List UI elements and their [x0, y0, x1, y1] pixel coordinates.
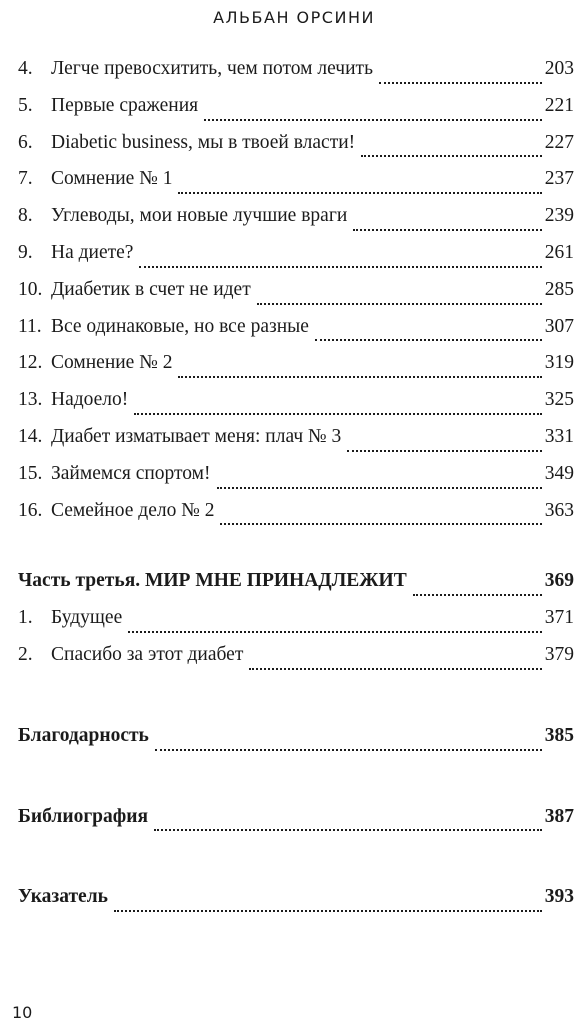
chapter-title: Углеводы, мои новые лучшие враги: [51, 205, 348, 227]
chapter-number: 6.: [18, 131, 33, 153]
chapter-number: 15.: [18, 462, 43, 484]
folio-page-number: 10: [12, 1003, 33, 1022]
chapter-title: Спасибо за этот диабет: [51, 643, 244, 665]
chapter-number: 13.: [18, 389, 43, 411]
page-number: 393: [544, 886, 574, 908]
chapter-title: Diabetic business, мы в твоей власти!: [51, 131, 356, 153]
chapter-title: Будущее: [51, 607, 123, 629]
toc-entry: [18, 644, 574, 681]
page-number: 387: [544, 805, 574, 827]
chapter-number: 12.: [18, 352, 43, 374]
dot-leader: [178, 375, 541, 378]
spacer: [18, 842, 574, 886]
section-title: Указатель: [18, 886, 108, 908]
chapter-number: 2.: [18, 643, 33, 665]
dot-leader: [347, 449, 541, 452]
page-number: 221: [544, 94, 574, 116]
chapter-number: 9.: [18, 241, 33, 263]
dot-leader: [379, 81, 542, 84]
page-number: 319: [544, 352, 574, 374]
dot-leader: [361, 154, 542, 157]
page-number: 239: [544, 205, 574, 227]
dot-leader: [413, 593, 542, 596]
dot-leader: [154, 828, 542, 831]
chapter-number: 8.: [18, 205, 33, 227]
toc-entry: [18, 279, 574, 316]
page-number: 371: [544, 607, 574, 629]
chapter-number: 5.: [18, 94, 33, 116]
dot-leader: [114, 909, 542, 912]
toc-entry: [18, 463, 574, 500]
page-number: 349: [544, 462, 574, 484]
page-number: 325: [544, 389, 574, 411]
chapter-title: Займемся спортом!: [51, 462, 211, 484]
page-number: 385: [544, 724, 574, 746]
section-title: Благодарность: [18, 724, 149, 746]
spacer: [18, 536, 574, 570]
toc-entry: [18, 132, 574, 169]
toc-entry: [18, 95, 574, 132]
chapter-number: 4.: [18, 58, 33, 79]
toc-entry: [18, 607, 574, 644]
toc-entry: [18, 316, 574, 353]
chapter-number: 1.: [18, 607, 33, 629]
page-number: 237: [544, 168, 574, 190]
dot-leader: [315, 338, 542, 341]
chapter-title: На диете?: [51, 241, 134, 263]
chapter-title: Сомнение № 2: [51, 352, 173, 374]
toc-entry: [18, 500, 574, 537]
chapter-title: Сомнение № 1: [51, 168, 173, 190]
page-number: 379: [544, 643, 574, 665]
page-number: 369: [544, 570, 574, 592]
toc-entry: [18, 205, 574, 242]
dot-leader: [204, 118, 542, 121]
dot-leader: [249, 667, 541, 670]
chapter-number: 16.: [18, 499, 43, 521]
chapter-title: Диабетик в счет не идет: [51, 278, 251, 300]
dot-leader: [178, 191, 541, 194]
part-title: Часть третья. МИР МНЕ ПРИНАДЛЕЖИТ: [18, 570, 407, 592]
toc-back-matter: [18, 886, 574, 923]
toc-back-matter: [18, 806, 574, 843]
dot-leader: [139, 265, 541, 268]
toc-entry: [18, 58, 574, 95]
chapter-title: Диабет изматывает меня: плач № 3: [51, 425, 342, 447]
toc-part-heading: [18, 570, 574, 607]
dot-leader: [128, 630, 542, 633]
toc-entry: [18, 168, 574, 205]
toc-entry: [18, 389, 574, 426]
chapter-number: 7.: [18, 168, 33, 190]
chapter-title: Легче превосхитить, чем потом лечить: [51, 58, 373, 79]
dot-leader: [353, 228, 541, 231]
toc-entry: [18, 352, 574, 389]
dot-leader: [220, 522, 541, 525]
page-number: 307: [544, 315, 574, 337]
chapter-number: 14.: [18, 425, 43, 447]
page-number: 261: [544, 241, 574, 263]
toc-back-matter: [18, 725, 574, 762]
spacer: [18, 681, 574, 725]
chapter-title: Первые сражения: [51, 94, 199, 116]
table-of-contents: [18, 58, 574, 923]
page-number: 331: [544, 425, 574, 447]
dot-leader: [155, 748, 542, 751]
running-head: АЛЬБАН ОРСИНИ: [213, 8, 375, 27]
spacer: [18, 762, 574, 806]
page-number: 285: [544, 278, 574, 300]
page-number: 363: [544, 499, 574, 521]
chapter-title: Все одинаковые, но все разные: [51, 315, 309, 337]
dot-leader: [217, 486, 542, 489]
toc-entry: [18, 426, 574, 463]
dot-leader: [134, 412, 541, 415]
section-title: Библиография: [18, 805, 149, 827]
page-number: 227: [544, 131, 574, 153]
toc-entry: [18, 242, 574, 279]
chapter-title: Семейное дело № 2: [51, 499, 215, 521]
dot-leader: [257, 302, 542, 305]
chapter-number: 11.: [18, 315, 42, 337]
chapter-number: 10.: [18, 278, 43, 300]
chapter-title: Надоело!: [51, 389, 129, 411]
page-number: 203: [544, 58, 574, 79]
